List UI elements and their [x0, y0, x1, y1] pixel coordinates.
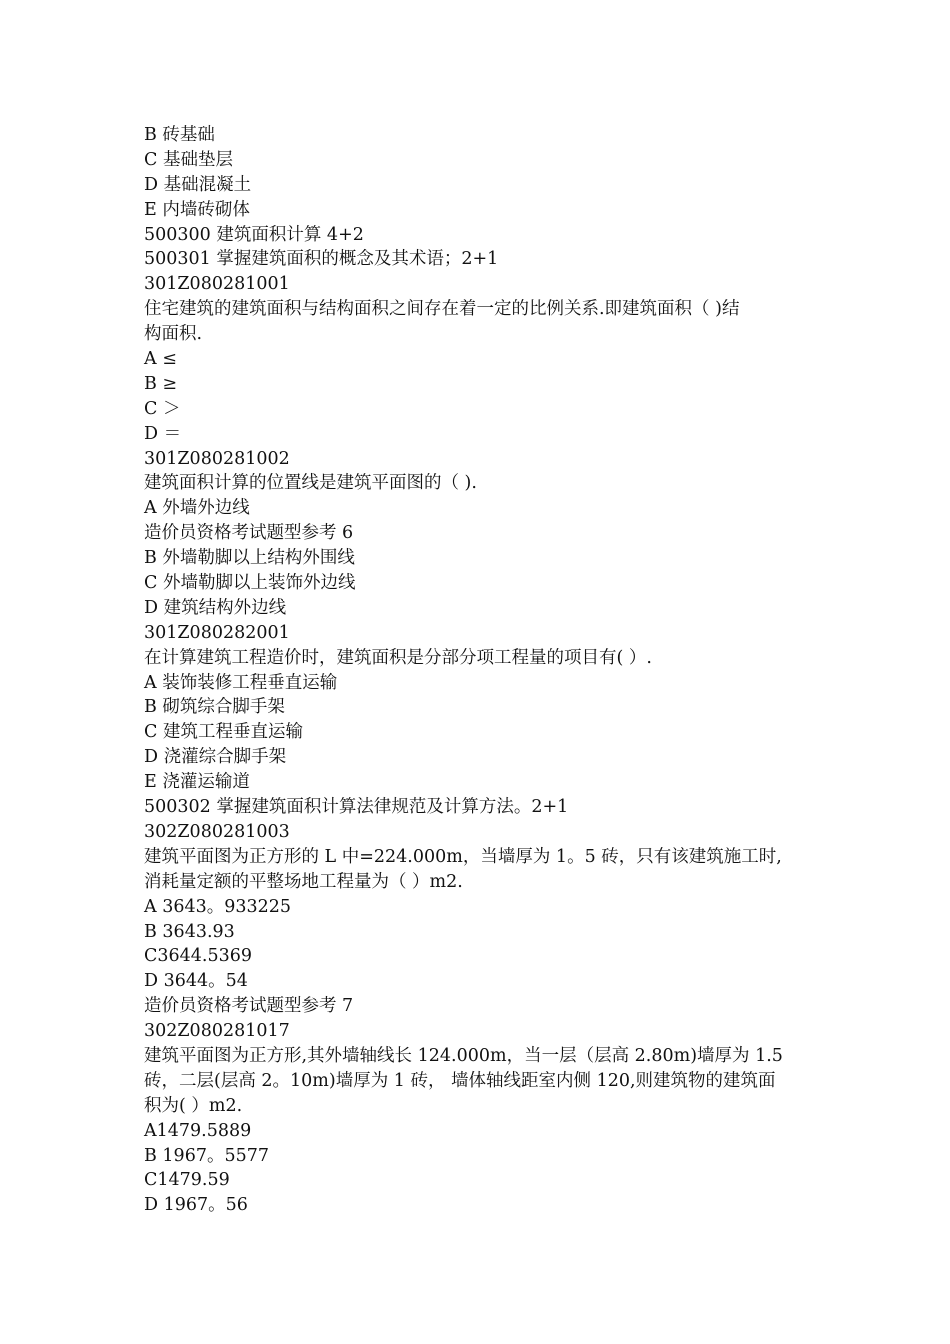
answer-option: D 建筑结构外边线 — [144, 597, 287, 618]
page-footer-note: 造价员资格考试题型参考 7 — [144, 996, 354, 1017]
text-line: B 砖基础 — [144, 125, 215, 145]
answer-option: C3644.5369 — [144, 946, 253, 967]
section-heading: 500302 掌握建筑面积计算法律规范及计算方法。2+1 — [144, 797, 569, 818]
answer-option: C 外墙勒脚以上装饰外边线 — [144, 573, 356, 594]
answer-option: A 装饰装修工程垂直运输 — [144, 672, 338, 693]
question-text: 在计算建筑工程造价时，建筑面积是分部分项工程量的项目有( ）. — [144, 647, 652, 668]
question-code: 302Z080281017 — [144, 1021, 290, 1042]
question-text: 消耗量定额的平整场地工程量为（ ）m2. — [144, 871, 463, 892]
answer-option: D 浇灌综合脚手架 — [144, 747, 287, 768]
answer-option: B 3643.93 — [144, 921, 235, 942]
question-text: 住宅建筑的建筑面积与结构面积之间存在着一定的比例关系.即建筑面积（ )结 — [144, 299, 740, 320]
question-code: 301Z080282001 — [144, 622, 290, 643]
document-body — [144, 123, 814, 1218]
question-text: 构面积. — [144, 324, 203, 345]
question-text: 建筑平面图为正方形,其外墙轴线长 124.000m，当一层（层高 2.80m)墙厚为 1.5 — [144, 1045, 783, 1066]
answer-option: D ＝ — [144, 423, 182, 444]
answer-option: E 浇灌运输道 — [144, 772, 250, 793]
question-text: 建筑面积计算的位置线是建筑平面图的（ ). — [144, 473, 477, 494]
answer-option: D 3644。54 — [144, 971, 248, 992]
answer-option: C1479.59 — [144, 1170, 230, 1191]
text-line: C 基础垫层 — [144, 149, 233, 170]
question-code: 302Z080281003 — [144, 821, 290, 842]
answer-option: B ≥ — [144, 373, 178, 394]
answer-option: A1479.5889 — [144, 1120, 252, 1141]
question-code: 301Z080281001 — [144, 274, 290, 295]
page-footer-note: 造价员资格考试题型参考 6 — [144, 523, 354, 544]
section-heading: 500300 建筑面积计算 4+2 — [144, 224, 364, 245]
question-text: 建筑平面图为正方形的 L 中=224.000m，当墙厚为 1。5 砖，只有该建筑施工时, — [144, 846, 782, 867]
text-line: D 基础混凝土 — [144, 174, 252, 195]
question-text: 砖，二层(层高 2。10m)墙厚为 1 砖， 墙体轴线距室内侧 120,则建筑物的建筑面 — [144, 1070, 776, 1091]
question-text: 积为( ）m2. — [144, 1095, 243, 1116]
answer-option: B 外墙勒脚以上结构外围线 — [144, 548, 355, 569]
answer-option: B 砌筑综合脚手架 — [144, 697, 285, 718]
section-heading: 500301 掌握建筑面积的概念及其术语；2+1 — [144, 249, 499, 270]
question-code: 301Z080281002 — [144, 448, 290, 469]
answer-option: A 3643。933225 — [144, 896, 292, 917]
answer-option: B 1967。5577 — [144, 1145, 269, 1166]
answer-option: D 1967。56 — [144, 1195, 248, 1216]
answer-option: C ＞ — [144, 398, 181, 419]
answer-option: C 建筑工程垂直运输 — [144, 722, 303, 743]
answer-option: A ≤ — [144, 349, 177, 370]
text-line: E 内墙砖砌体 — [144, 199, 250, 220]
answer-option: A 外墙外边线 — [144, 498, 250, 519]
